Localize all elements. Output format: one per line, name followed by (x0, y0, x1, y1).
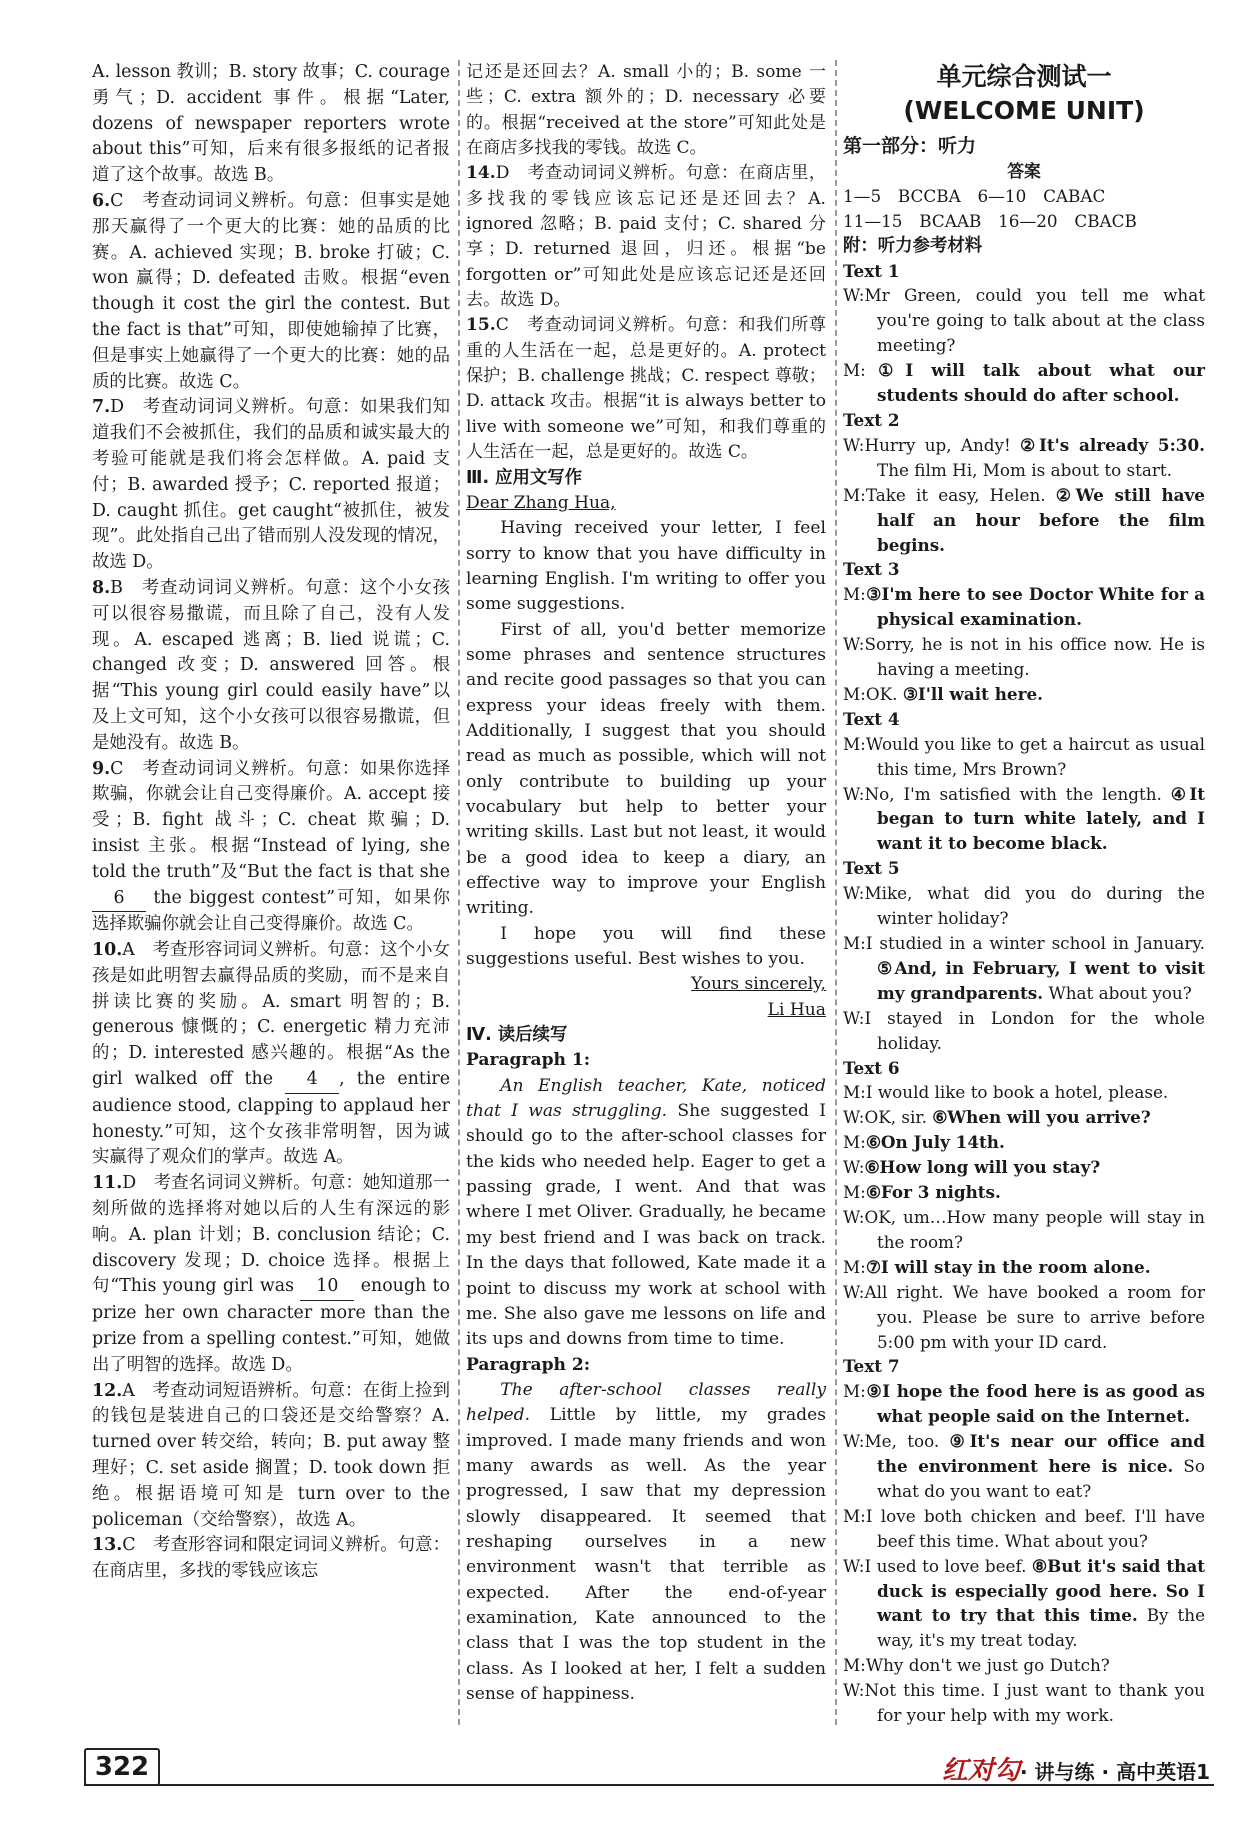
listening-column (843, 60, 1205, 1728)
answer-cue-text: ⑤And, in February, I went to visit my grandparents. (877, 957, 1205, 1003)
column-divider (458, 60, 460, 1725)
transcript-title: Text 2 (843, 409, 900, 430)
transcript-title: Text 6 (843, 1057, 900, 1078)
letter-paragraph: First of all, you'd better memorize some phrases and sentence structures and recite good passages so that you can express your ideas freely with them. Additionally, I suggest that you should read as much as possible, which will not only contribute to building up your vocabulary but help to better your writing skills. Last but not least, it would be a good idea to keep a diary, an effective way to improve your English writing. (466, 619, 826, 919)
speaker-label: M: (843, 1505, 866, 1526)
speaker-label: W: (843, 1157, 865, 1178)
speaker-label: M: (843, 360, 866, 381)
dialogue-text: I would like to book a hotel, please. (865, 1082, 1169, 1103)
letter-paragraph: I hope you will find these suggestions useful. Best wishes to you. (466, 923, 826, 970)
dialogue-text: All right. We have booked a room for you. Please be sure to arrive before 5:00 pm with your ID card. (864, 1281, 1205, 1352)
blank-number: 4 (285, 1067, 339, 1094)
speaker-label: W: (843, 1680, 865, 1701)
explanation-item: 10.A 考查形容词词义辨析。句意：这个小女孩是如此明智去赢得品质的奖励，而不是来自拼读比赛的奖励。A. smart 明智的；B. generous 慷慨的；C. energetic 精力充沛的；D. interested 感兴趣的。根据“As the girl walked off the 4 , the entire audience stood, clapping to applaud her honesty.”可知，这个女孩非常明智，因为诚实赢得了观众们的掌声。故选 A。 (92, 940, 451, 1168)
dialogue-line (843, 1180, 1205, 1205)
speaker-label: M: (843, 1182, 866, 1203)
dialogue-line (843, 632, 1205, 682)
dialogue-text: What about you? (1043, 982, 1192, 1003)
speaker-label: W: (843, 783, 865, 804)
paragraph-label: Paragraph 2: (466, 1354, 591, 1375)
series-title: · 讲与练 · 高中英语1 (1020, 1760, 1210, 1784)
dialogue-text: Take it easy, Helen. (865, 484, 1056, 505)
speaker-label: W: (843, 434, 865, 455)
dialogue-line (843, 1155, 1205, 1180)
answer-cue-text: ①I will talk about what our students should do after school. (865, 360, 1205, 406)
explanation-item: 13.C 考查形容词和限定词词义辨析。句意：在商店里，多找的零钱应该忘 (92, 1535, 450, 1582)
speaker-label: M: (843, 1655, 866, 1676)
blank-number: 10 (300, 1274, 354, 1301)
appendix-title: 附：听力参考材料 (843, 235, 983, 256)
letter-closing: Yours sincerely, (691, 974, 826, 995)
dialogue-text: Not this time. I just want to thank you for your help with my work. (864, 1680, 1205, 1726)
dialogue-text: OK. (865, 683, 903, 704)
dialogue-line (843, 682, 1205, 707)
dialogue-text: I used to love beef. (864, 1555, 1032, 1576)
dialogue-line (843, 1130, 1205, 1155)
listening-transcripts (843, 259, 1205, 1728)
dialogue-text: Why don't we just go Dutch? (865, 1655, 1110, 1676)
dialogue-text: So what do you want to eat? (877, 1456, 1205, 1501)
speaker-label: M: (843, 933, 866, 953)
speaker-label: W: (843, 634, 865, 655)
dialogue-line (843, 1504, 1205, 1554)
section-title: Ⅲ. 应用文写作 (466, 467, 583, 488)
answer-explanations-column (92, 60, 450, 1585)
blank-number: 6 (92, 886, 146, 913)
letter-paragraph: Having received your letter, I feel sorry to know that you have difficulty in learning English. I'm writing to offer you some suggestions. (466, 518, 826, 615)
explanation-item: 11.D 考查名词词义辨析。句意：她知道那一刻所做的选择将对她以后的人生有深远的影响。A. plan 计划；B. conclusion 结论；C. discovery 发现；D. choice 选择。根据上句“This young girl was 10 enough to prize her own character more than the prize from a spelling contest.”可知，她做出了明智的选择。故选 D。 (92, 1173, 451, 1375)
dialogue-text: No, I'm satisfied with the length. (864, 783, 1171, 804)
dialogue-line (843, 283, 1205, 358)
footer-brand (942, 1750, 1210, 1787)
explanation-item: 12.A 考查动词短语辨析。句意：在街上捡到的钱包是装进自己的口袋还是交给警察？A. turned over 转交给，转向；B. put away 整理好；C. set aside 搁置；D. took down 拒绝。根据语境可知是 turn over to the policeman（交给警察），故选 A。 (92, 1380, 450, 1530)
speaker-label: M: (843, 683, 866, 704)
speaker-label: M: (843, 484, 866, 505)
answer-key-row: 11—15 BCAAB 16—20 CBACB (843, 210, 1137, 231)
dialogue-text: OK, sir. (864, 1107, 933, 1128)
answer-cue-text: ③I'm here to see Doctor White for a physical examination. (865, 584, 1205, 630)
dialogue-line (843, 1678, 1205, 1728)
paragraph-label: Paragraph 1: (466, 1050, 591, 1071)
speaker-label: M: (843, 1256, 866, 1277)
speaker-label: W: (843, 1281, 865, 1302)
answer-cue-text: ⑦I will stay in the room alone. (865, 1256, 1151, 1277)
dialogue-line (843, 1379, 1205, 1429)
answer-cue-text: ③I'll wait here. (902, 683, 1043, 704)
dialogue-text: Me, too. (864, 1431, 950, 1452)
answer-heading: 答案 (1007, 160, 1041, 181)
explanation-item: 记还是还回去？A. small 小的；B. some 一些；C. extra 额外的；D. necessary 必要的。根据“received at the store”可知此处是在商店多找我的零钱。故选 C。 (466, 62, 826, 159)
dialogue-text: Mr Green, could you tell me what you're going to talk about at the class meeting? (864, 285, 1205, 356)
dialogue-text: I studied in a winter school in January. (865, 933, 1205, 953)
explanation-item: 6.C 考查动词词义辨析。句意：但事实是她那天赢得了一个更大的比赛：她的品质的比赛。A. achieved 实现；B. broke 打破；C. won 赢得；D. defeated 击败。根据“even though it cost the girl the contest. But the fact is that”可知，即使她输掉了比赛，但是事实上她赢得了一个更大的比赛：她的品质的比赛。故选 C。 (92, 190, 450, 392)
dialogue-line (843, 1205, 1205, 1255)
answer-cue-text: ②We still have half an hour before the film begins. (877, 484, 1205, 555)
dialogue-line (843, 1429, 1205, 1504)
dialogue-line (843, 881, 1205, 931)
continuation-paragraph: The after-school classes really helped. Little by little, my grades improved. I made many friends and won many awards as well. As the year progressed, I saw that my depression slowly disappeared. It seemed that reshaping ourselves in a new environment wasn't that terrible as expected. After the end-of-year examination, Kate announced to the class that I was the top student in the class. As I looked at her, I felt a sudden sense of happiness. (466, 1379, 826, 1704)
dialogue-text: Hurry up, Andy! (864, 434, 1021, 455)
dialogue-line (843, 1080, 1205, 1105)
explanation-item: 7.D 考查动词词义辨析。句意：如果我们知道我们不会被抓住，我们的品质和诚实最大的考验可能就是我们将会怎样做。A. paid 支付；B. awarded 授予；C. reported 报道；D. caught 抓住。get caught“被抓住，被发现”。此处指自己出了错而别人没发现的情况，故选 D。 (92, 397, 450, 573)
speaker-label: M: (843, 1132, 866, 1153)
speaker-label: M: (843, 584, 866, 605)
transcript-title: Text 7 (843, 1356, 900, 1377)
dialogue-line (843, 1006, 1205, 1056)
speaker-label: W: (843, 1007, 865, 1028)
speaker-label: W: (843, 1107, 865, 1128)
explanation-item: 8.B 考查动词词义辨析。句意：这个小女孩可以很容易撒谎，而且除了自己，没有人发现。A. escaped 逃离；B. lied 说谎；C. changed 改变；D. answered 回答。根据“This young girl could easily have”以及上文可知，这个小女孩可以很容易撒谎，但是她没有。故选 B。 (92, 577, 450, 753)
column-divider (835, 60, 837, 1725)
dialogue-line (843, 483, 1205, 558)
transcript-title: Text 1 (843, 260, 900, 281)
answer-cue-text: ⑥When will you arrive? (932, 1107, 1151, 1128)
letter-greeting: Dear Zhang Hua, (466, 492, 616, 513)
dialogue-line (843, 358, 1205, 408)
explanation-item: 9.C 考查动词词义辨析。句意：如果你选择欺骗，你就会让自己变得廉价。A. accept 接受；B. fight 战斗；C. cheat 欺骗；D. insist 主张。根据“Instead of lying, she told the truth”及“But the fact is that she 6 the biggest contest”可知，如果你选择欺骗你就会让自己变得廉价。故选 C。 (92, 758, 451, 935)
brand-logo: 红对勾 (941, 1756, 1020, 1786)
speaker-label: W: (843, 1555, 865, 1576)
writing-column (466, 60, 826, 1707)
page-number: 322 (84, 1748, 160, 1786)
explanation-item: 15.C 考查动词词义辨析。句意：和我们所尊重的人生活在一起，总是更好的。A. protect 保护；B. challenge 挑战；C. respect 尊敬；D. attack 攻击。根据“it is always better to live with someone we”可知，和我们尊重的人生活在一起，总是更好的。故选 C。 (466, 315, 826, 463)
explanation-item: A. lesson 教训；B. story 故事；C. courage 勇气；D. accident 事件。根据“Later, dozens of newspaper reporters wrote about this”可知，后来有很多报纸的记者报道了这个故事。故选 B。 (92, 62, 451, 186)
dialogue-text: By the way, it's my treat today. (877, 1605, 1205, 1651)
answer-key-row: 1—5 BCCBA 6—10 CABAC (843, 185, 1106, 206)
dialogue-text: Mike, what did you do during the winter holiday? (864, 883, 1205, 929)
dialogue-line (843, 732, 1205, 782)
speaker-label: W: (843, 1206, 865, 1227)
explanation-item: 14.D 考查动词词义辨析。句意：在商店里，多找我的零钱应该忘记还是还回去？A. ignored 忽略；B. paid 支付；C. shared 分享；D. returned 退回，归还。根据“be forgotten or”可知此处是应该忘记还是还回去。故选 D。 (466, 163, 826, 311)
dialogue-line (843, 782, 1205, 857)
speaker-label: M: (843, 733, 866, 754)
answer-cue-text: ⑥On July 14th. (865, 1132, 1005, 1153)
unit-subtitle: (WELCOME UNIT) (903, 96, 1145, 125)
dialogue-text: The film Hi, Mom is about to start. (877, 459, 1172, 480)
speaker-label: M: (843, 1381, 866, 1402)
section-title: Ⅳ. 读后续写 (466, 1025, 568, 1046)
transcript-title: Text 3 (843, 559, 900, 580)
answer-cue-text: ④It began to turn white lately, and I want it to become black. (877, 783, 1205, 854)
speaker-label: W: (843, 1431, 865, 1452)
dialogue-text: Sorry, he is not in his office now. He is having a meeting. (864, 634, 1205, 680)
dialogue-text: I stayed in London for the whole holiday. (864, 1007, 1205, 1053)
speaker-label: W: (843, 285, 865, 306)
dialogue-text: Would you like to get a haircut as usual this time, Mrs Brown? (865, 733, 1205, 779)
dialogue-line (843, 582, 1205, 632)
dialogue-line (843, 1255, 1205, 1280)
transcript-title: Text 5 (843, 858, 900, 879)
continuation-paragraph: An English teacher, Kate, noticed that I was struggling. She suggested I should go to the after-school classes for the kids who needed help. Eager to get a passing grade, I went. And that was where I met Oliver. Gradually, he became my best friend and I was back on track. In the days that followed, Kate made it a point to discuss my work at school with me. She also gave me lessons on life and its ups and downs from time to time. (466, 1075, 826, 1350)
speaker-label: M: (843, 1082, 866, 1103)
unit-title: 单元综合测试一 (936, 62, 1112, 91)
dialogue-text: OK, um…How many people will stay in the room? (864, 1206, 1205, 1252)
answer-cue-text: ⑧But it's said that duck is especially good here. So I want to try that this time. (877, 1555, 1205, 1626)
dialogue-text: I love both chicken and beef. I'll have beef this time. What about you? (865, 1505, 1205, 1551)
answer-cue-text: ⑨I hope the food here is as good as what people said on the Internet. (865, 1381, 1205, 1427)
answer-cue-text: ⑥How long will you stay? (864, 1157, 1101, 1178)
answer-keys (843, 184, 1205, 234)
letter-signature: Li Hua (767, 999, 826, 1020)
dialogue-line (843, 1653, 1205, 1678)
dialogue-line (843, 433, 1205, 483)
answer-cue-text: ⑥For 3 nights. (865, 1182, 1001, 1203)
dialogue-line (843, 931, 1205, 1006)
answer-cue-text: ⑨It's near our office and the environment here is nice. (877, 1431, 1205, 1477)
speaker-label: W: (843, 883, 865, 904)
part-title: 第一部分：听力 (843, 135, 977, 157)
answer-cue-text: ②It's already 5:30. (1020, 434, 1205, 455)
transcript-title: Text 4 (843, 708, 900, 729)
dialogue-line (843, 1554, 1205, 1654)
dialogue-line (843, 1105, 1205, 1130)
dialogue-line (843, 1280, 1205, 1355)
